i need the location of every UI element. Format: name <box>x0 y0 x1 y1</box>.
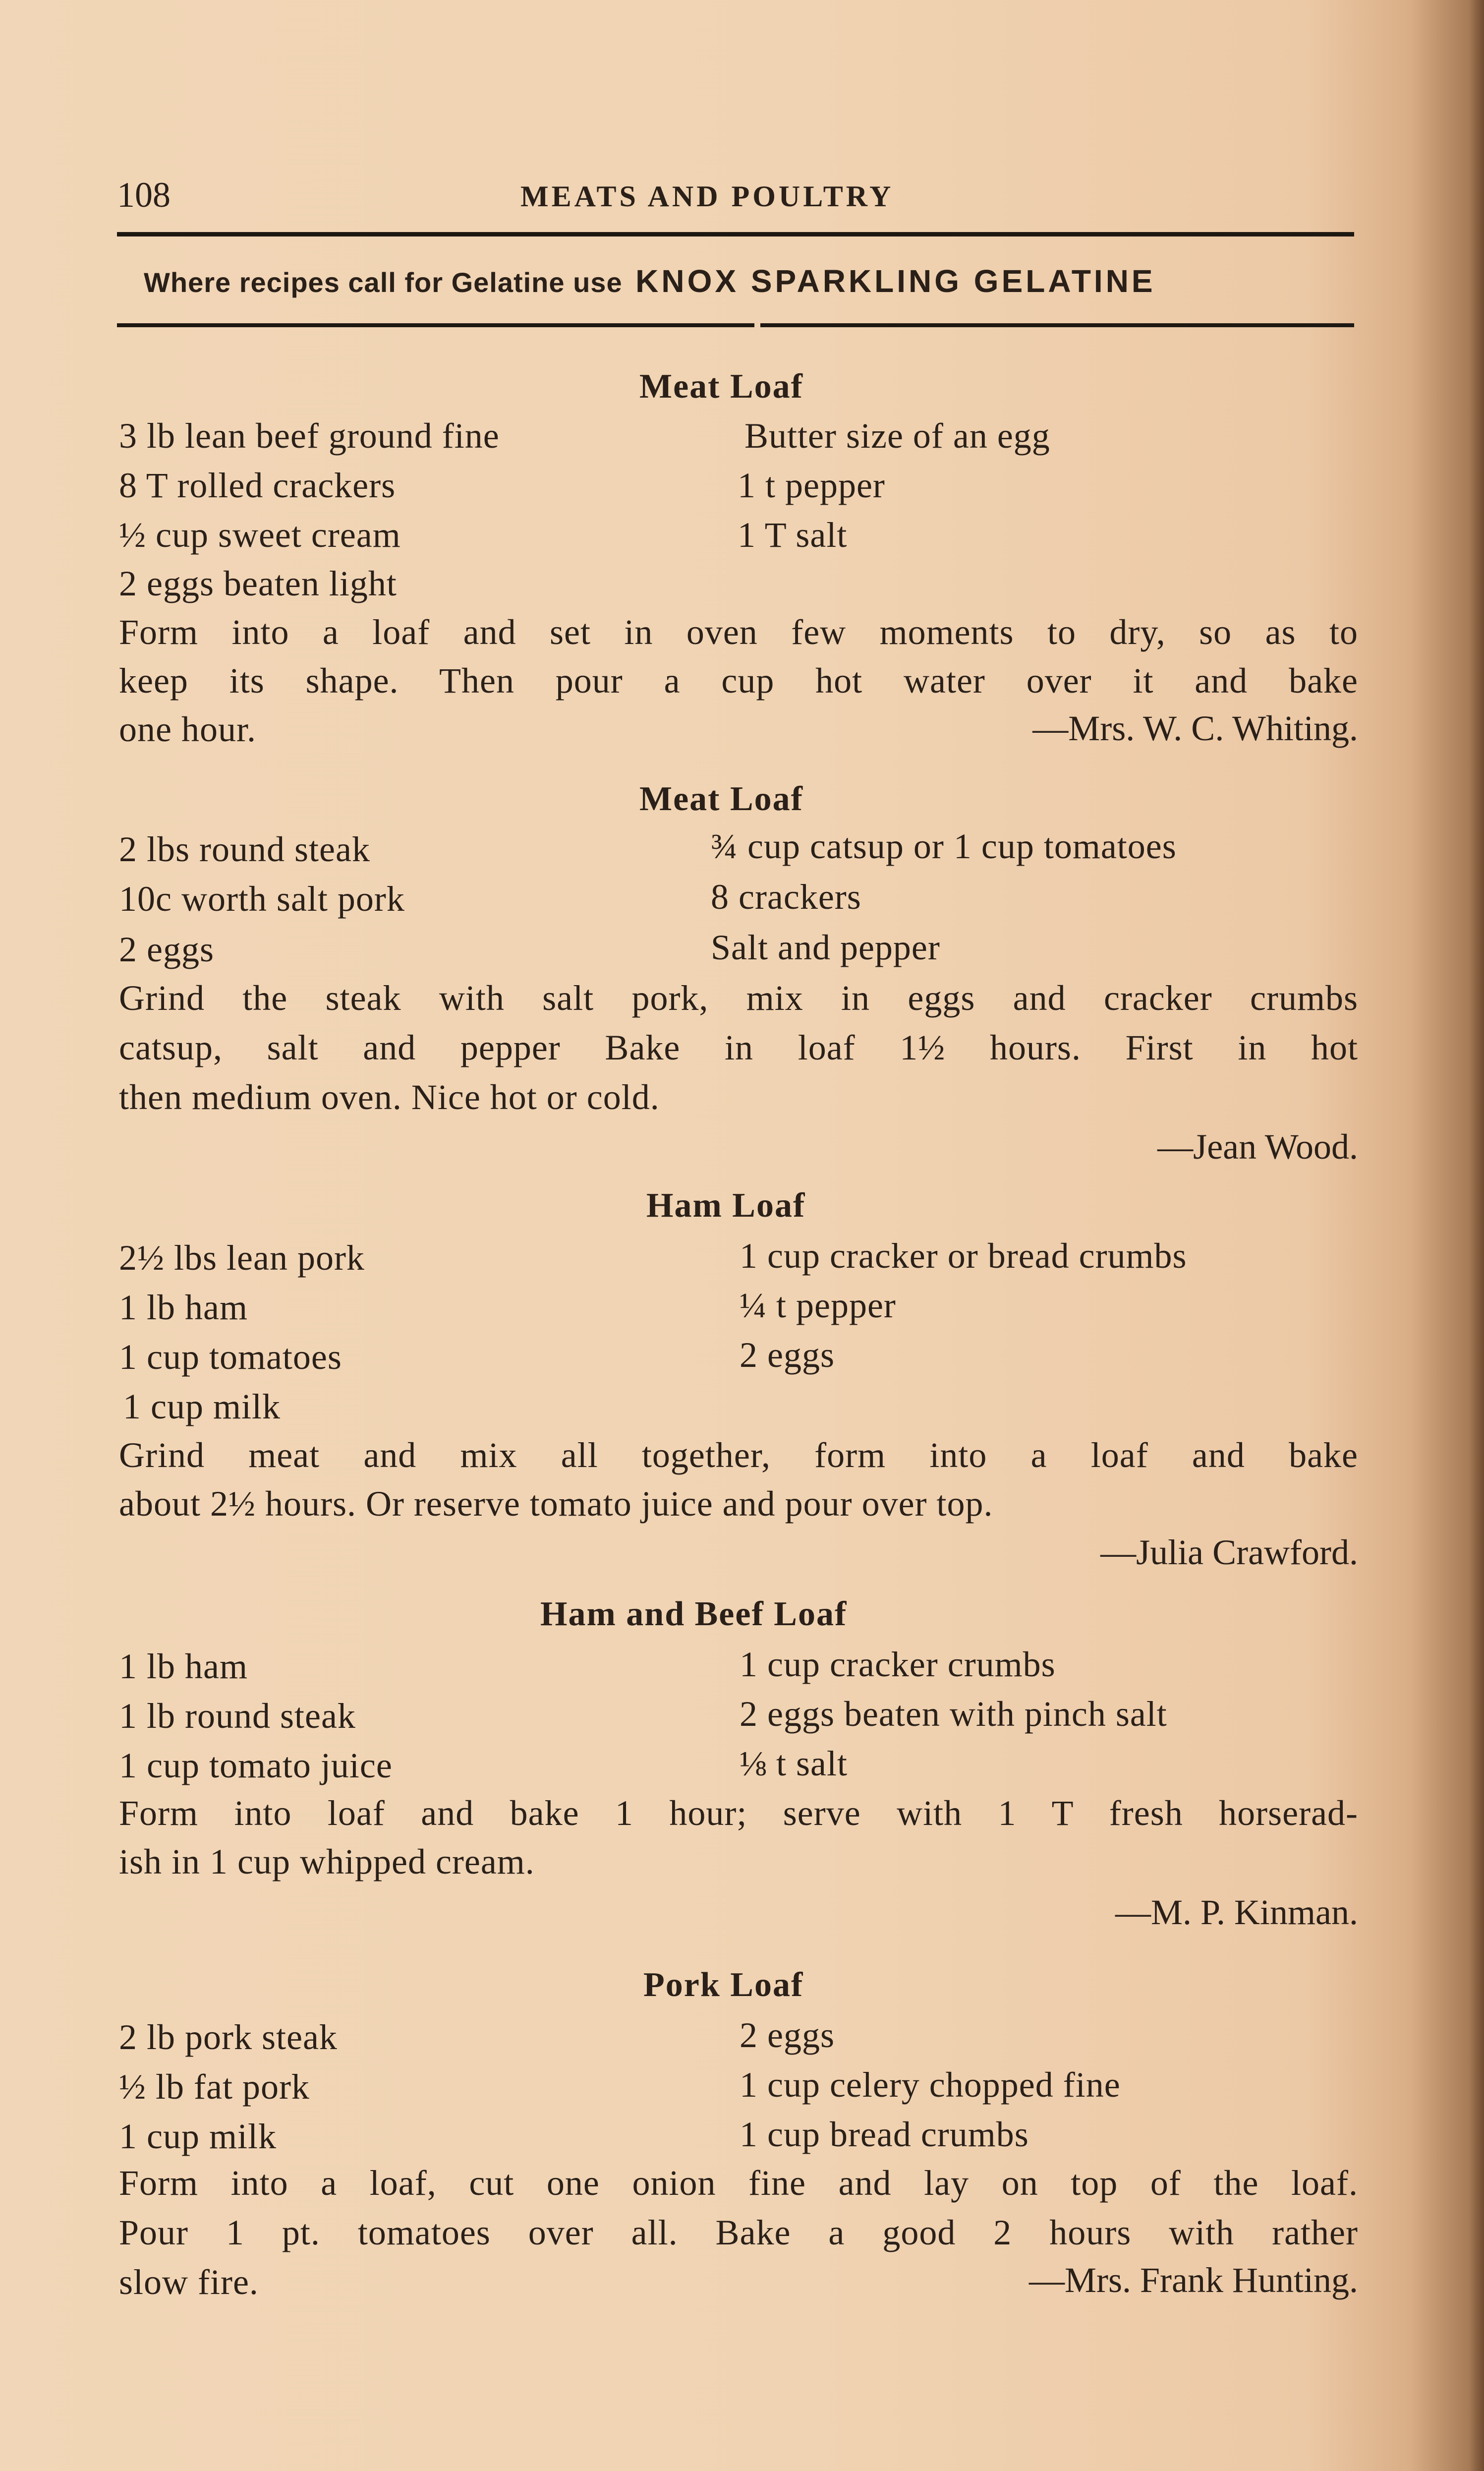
page-number: 108 <box>117 175 171 215</box>
ingredient: 10c worth salt pork <box>119 879 405 919</box>
instructions-line: Form into a loaf and set in oven few moments to dry, so as to <box>119 612 1358 652</box>
ingredient: Salt and pepper <box>711 928 940 967</box>
instructions-line: Grind the steak with salt pork, mix in eggs and cracker crumbs <box>119 978 1358 1018</box>
instructions-line: then medium oven. Nice hot or cold. <box>119 1077 660 1117</box>
ingredient: 1 T salt <box>738 515 848 555</box>
ingredient: 2 eggs beaten light <box>119 564 397 603</box>
notice-brand: KNOX SPARKLING GELATINE <box>635 263 1156 299</box>
ingredient: 1 lb ham <box>119 1288 248 1327</box>
ingredient: 1 cup milk <box>119 2117 277 2156</box>
recipe-author: —M. P. Kinman. <box>1115 1892 1358 1932</box>
ingredient: 1 lb ham <box>119 1647 248 1686</box>
recipe-title: Meat Loaf <box>639 367 803 406</box>
recipe-title: Meat Loaf <box>639 780 803 818</box>
instructions-line: keep its shape. Then pour a cup hot water over it and bake <box>119 661 1358 701</box>
ingredient: 3 lb lean beef ground fine <box>119 416 500 456</box>
ingredient: 1 cup tomatoes <box>119 1337 342 1377</box>
instructions-line: Pour 1 pt. tomatoes over all. Bake a good 2 hours with rather <box>119 2213 1358 2252</box>
instructions-line: Form into a loaf, cut one onion fine and lay on top of the loaf. <box>119 2163 1358 2203</box>
ingredient: 1 cup celery chopped fine <box>740 2065 1121 2105</box>
running-head: MEATS AND POULTRY <box>520 180 894 213</box>
ingredient: ⅛ t salt <box>740 1744 848 1783</box>
ingredient: 8 crackers <box>711 877 861 917</box>
instructions-line: Grind meat and mix all together, form into a loaf and bake <box>119 1435 1358 1475</box>
ingredient: 1 cup cracker or bread crumbs <box>740 1236 1187 1276</box>
ingredient: 1 lb round steak <box>119 1696 356 1736</box>
ingredient: 2 eggs beaten with pinch salt <box>740 1694 1167 1734</box>
recipe-title: Ham Loaf <box>646 1186 806 1225</box>
recipe-author: —Julia Crawford. <box>1100 1532 1358 1572</box>
header-rule <box>117 232 1354 236</box>
ingredient: ½ cup sweet cream <box>119 515 401 555</box>
ingredient: ¾ cup catsup or 1 cup tomatoes <box>711 826 1177 866</box>
recipe-author: —Mrs. W. C. Whiting. <box>1032 708 1358 748</box>
gelatine-notice <box>144 263 1156 299</box>
notice-rule-right <box>760 323 1354 327</box>
notice-rule-left <box>117 323 754 327</box>
instructions-line: ish in 1 cup whipped cream. <box>119 1842 535 1882</box>
instructions-line: slow fire. <box>119 2262 259 2302</box>
ingredient: ½ lb fat pork <box>119 2067 310 2107</box>
ingredient: 2½ lbs lean pork <box>119 1238 365 1278</box>
ingredient: ¼ t pepper <box>740 1286 896 1325</box>
ingredient: 1 cup milk <box>123 1387 281 1426</box>
instructions-line: catsup, salt and pepper Bake in loaf 1½ hours. First in hot <box>119 1028 1358 1067</box>
ingredient: 2 eggs <box>740 1335 835 1375</box>
ingredient: 1 cup tomato juice <box>119 1746 393 1785</box>
ingredient: 1 cup bread crumbs <box>740 2115 1029 2154</box>
ingredient: Butter size of an egg <box>744 416 1050 456</box>
ingredient: 1 cup cracker crumbs <box>740 1645 1056 1684</box>
recipe-title: Ham and Beef Loaf <box>540 1595 848 1633</box>
ingredient: 2 lb pork steak <box>119 2017 338 2057</box>
ingredient: 2 eggs <box>740 2015 835 2055</box>
instructions-line: about 2½ hours. Or reserve tomato juice and pour over top. <box>119 1484 993 1524</box>
notice-prefix: Where recipes call for Gelatine use <box>144 267 623 298</box>
instructions-line: Form into loaf and bake 1 hour; serve with 1 T fresh horserad- <box>119 1793 1358 1833</box>
instructions-line: one hour. <box>119 709 256 749</box>
recipe-title: Pork Loaf <box>643 1966 804 2004</box>
ingredient: 1 t pepper <box>738 466 885 505</box>
recipe-author: —Jean Wood. <box>1157 1127 1358 1167</box>
ingredient: 8 T rolled crackers <box>119 466 396 505</box>
recipe-author: —Mrs. Frank Hunting. <box>1029 2260 1358 2300</box>
ingredient: 2 lbs round steak <box>119 829 370 869</box>
ingredient: 2 eggs <box>119 930 214 969</box>
